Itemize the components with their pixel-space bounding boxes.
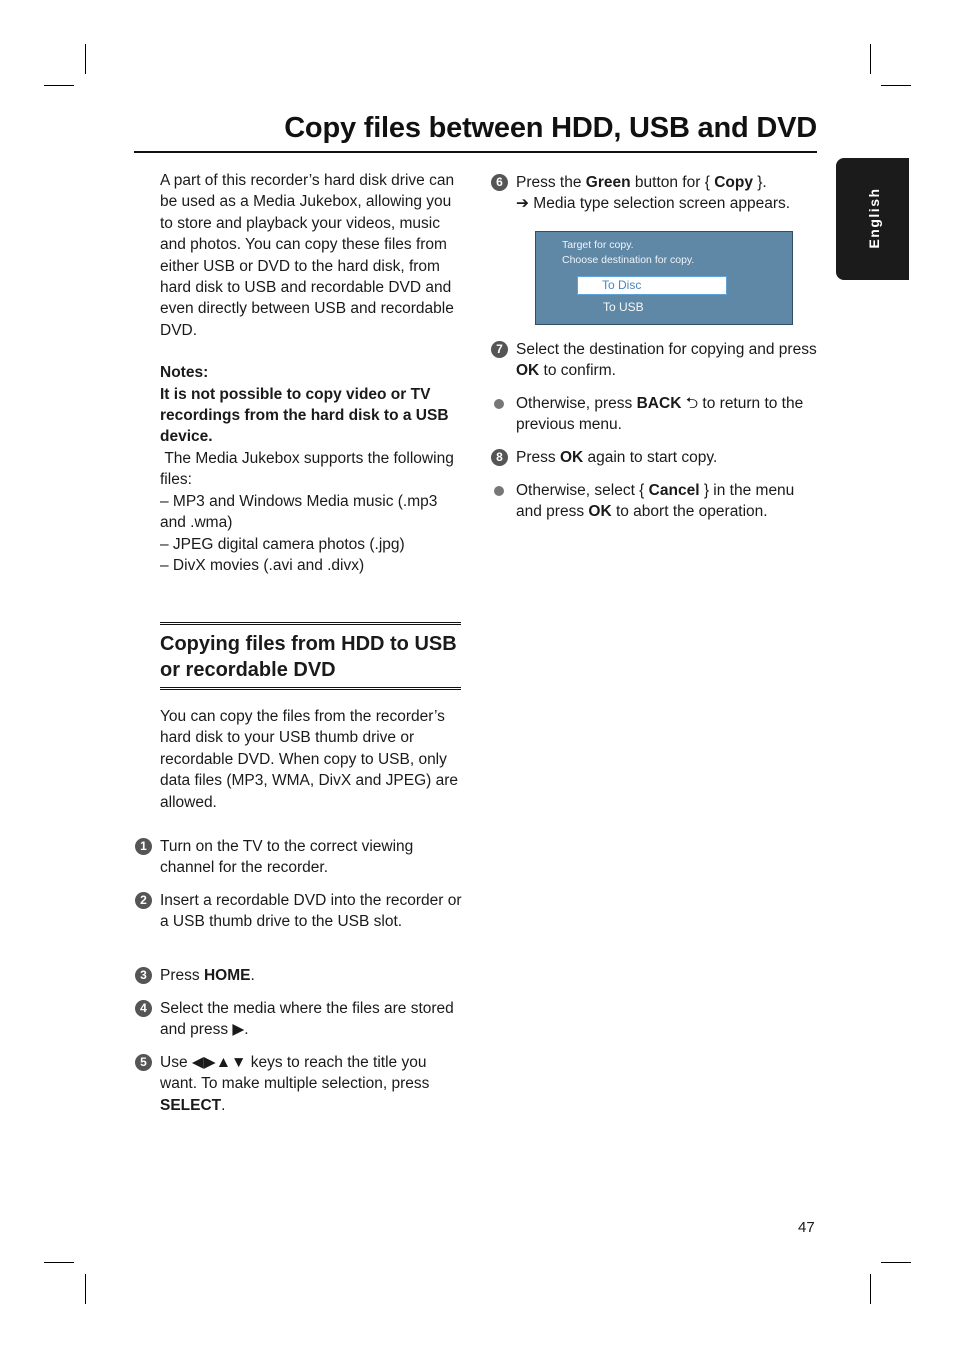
step-text: . <box>250 967 255 984</box>
notes-block <box>160 362 465 576</box>
step-text: Otherwise, select { <box>516 482 649 499</box>
step-6 <box>496 172 821 215</box>
step-number: 7 <box>491 341 508 358</box>
intro-paragraph: A part of this recorder’s hard disk drive can be used as a Media Jukebox, allowing you to store and playback your videos, music and photos. You can copy these files from either USB or DVD to the hard disk, from hard disk to USB and recordable DVD and even directly between USB and recordable DVD. <box>160 172 455 339</box>
language-tab-label: English <box>866 187 882 249</box>
step-8 <box>496 447 821 468</box>
language-tab <box>836 158 909 280</box>
osd-header <box>562 238 694 268</box>
bullet-icon <box>494 486 504 496</box>
crop-mark <box>870 44 871 74</box>
step-text: ⮌ to return to the previous menu. <box>516 395 804 434</box>
step-number: 3 <box>135 967 152 984</box>
osd-option-to-usb[interactable]: To USB <box>603 300 644 314</box>
step-number: 2 <box>135 892 152 909</box>
key-green: Green <box>585 174 631 191</box>
step-text: Press the <box>516 174 586 191</box>
step-text: } in the menu and press <box>516 482 795 521</box>
crop-mark <box>85 44 86 74</box>
step-text: Insert a recordable DVD into the recorder or a USB thumb drive to the USB slot. <box>160 892 462 931</box>
step-4 <box>140 998 465 1041</box>
key-cancel: Cancel <box>648 482 700 499</box>
notes-supports: The Media Jukebox supports the following files: <box>160 449 459 489</box>
step-number: 6 <box>491 174 508 191</box>
copy-target-screen <box>535 231 793 325</box>
crop-mark <box>881 85 911 86</box>
step-text: . <box>221 1096 226 1114</box>
step-text: }. <box>752 174 767 191</box>
intro-column <box>160 170 465 576</box>
key-ok: OK <box>516 362 540 380</box>
section-intro: You can copy the files from the recorder’s hard disk to your USB thumb drive or recordable DVD. When copy to USB, only data files (MP3, WMA, DivX and JPEG) are allowed. <box>160 708 459 811</box>
osd-line: Target for copy. <box>562 239 634 251</box>
bullet-cancel <box>516 480 821 523</box>
step-text: Turn on the TV to the correct viewing channel for the recorder. <box>160 838 414 877</box>
step-text: button for { <box>630 174 715 191</box>
notes-warning: It is not possible to copy video or TV recordings from the hard disk to a USB device. <box>160 385 449 446</box>
key-copy: Copy <box>714 174 753 191</box>
step-number: 5 <box>135 1054 152 1071</box>
step-7 <box>496 339 821 382</box>
notes-item: – DivX movies (.avi and .divx) <box>160 556 365 574</box>
step-text: Otherwise, press <box>516 395 637 412</box>
step-5 <box>140 1052 465 1116</box>
bullet-icon <box>494 399 504 409</box>
bullet-back <box>516 393 821 436</box>
crop-mark <box>44 85 74 86</box>
step-text: to confirm. <box>539 362 616 380</box>
key-ok: OK <box>588 503 612 521</box>
osd-line: Choose destination for copy. <box>562 254 695 266</box>
key-ok: OK <box>559 449 584 466</box>
crop-mark <box>881 1262 911 1263</box>
crop-mark <box>44 1262 74 1263</box>
step-3 <box>140 965 465 986</box>
step-text: again to start copy. <box>583 449 718 466</box>
crop-mark <box>870 1274 871 1304</box>
step-number: 4 <box>135 1000 152 1017</box>
step-text: Use ◀▶▲▼ keys to reach the title you want. To make multiple selection, press <box>160 1054 430 1093</box>
key-home: HOME <box>203 967 251 984</box>
notes-item: – JPEG digital camera photos (.jpg) <box>160 535 405 553</box>
section-heading: Copying files from HDD to USB or recordable DVD <box>160 622 461 690</box>
step-text: to abort the operation. <box>611 503 768 521</box>
step-text: Press <box>160 967 204 984</box>
key-select: SELECT <box>160 1096 222 1114</box>
osd-option-to-disc[interactable]: To Disc <box>577 276 727 295</box>
step-number: 8 <box>491 449 508 466</box>
step-text: Press <box>516 449 560 466</box>
step-1 <box>140 836 465 879</box>
step-result: ➔ Media type selection screen appears. <box>516 195 791 213</box>
page-number: 47 <box>798 1219 815 1236</box>
page-title: Copy files between HDD, USB and DVD <box>134 112 817 153</box>
notes-item: – MP3 and Windows Media music (.mp3 and .wma) <box>160 492 438 532</box>
step-number: 1 <box>135 838 152 855</box>
crop-mark <box>85 1274 86 1304</box>
key-back: BACK <box>636 395 682 412</box>
notes-heading: Notes: <box>160 364 209 382</box>
step-text: Select the destination for copying and press <box>516 341 817 358</box>
step-text: Select the media where the files are stored and press ▶. <box>160 1000 454 1039</box>
step-2 <box>140 890 465 933</box>
